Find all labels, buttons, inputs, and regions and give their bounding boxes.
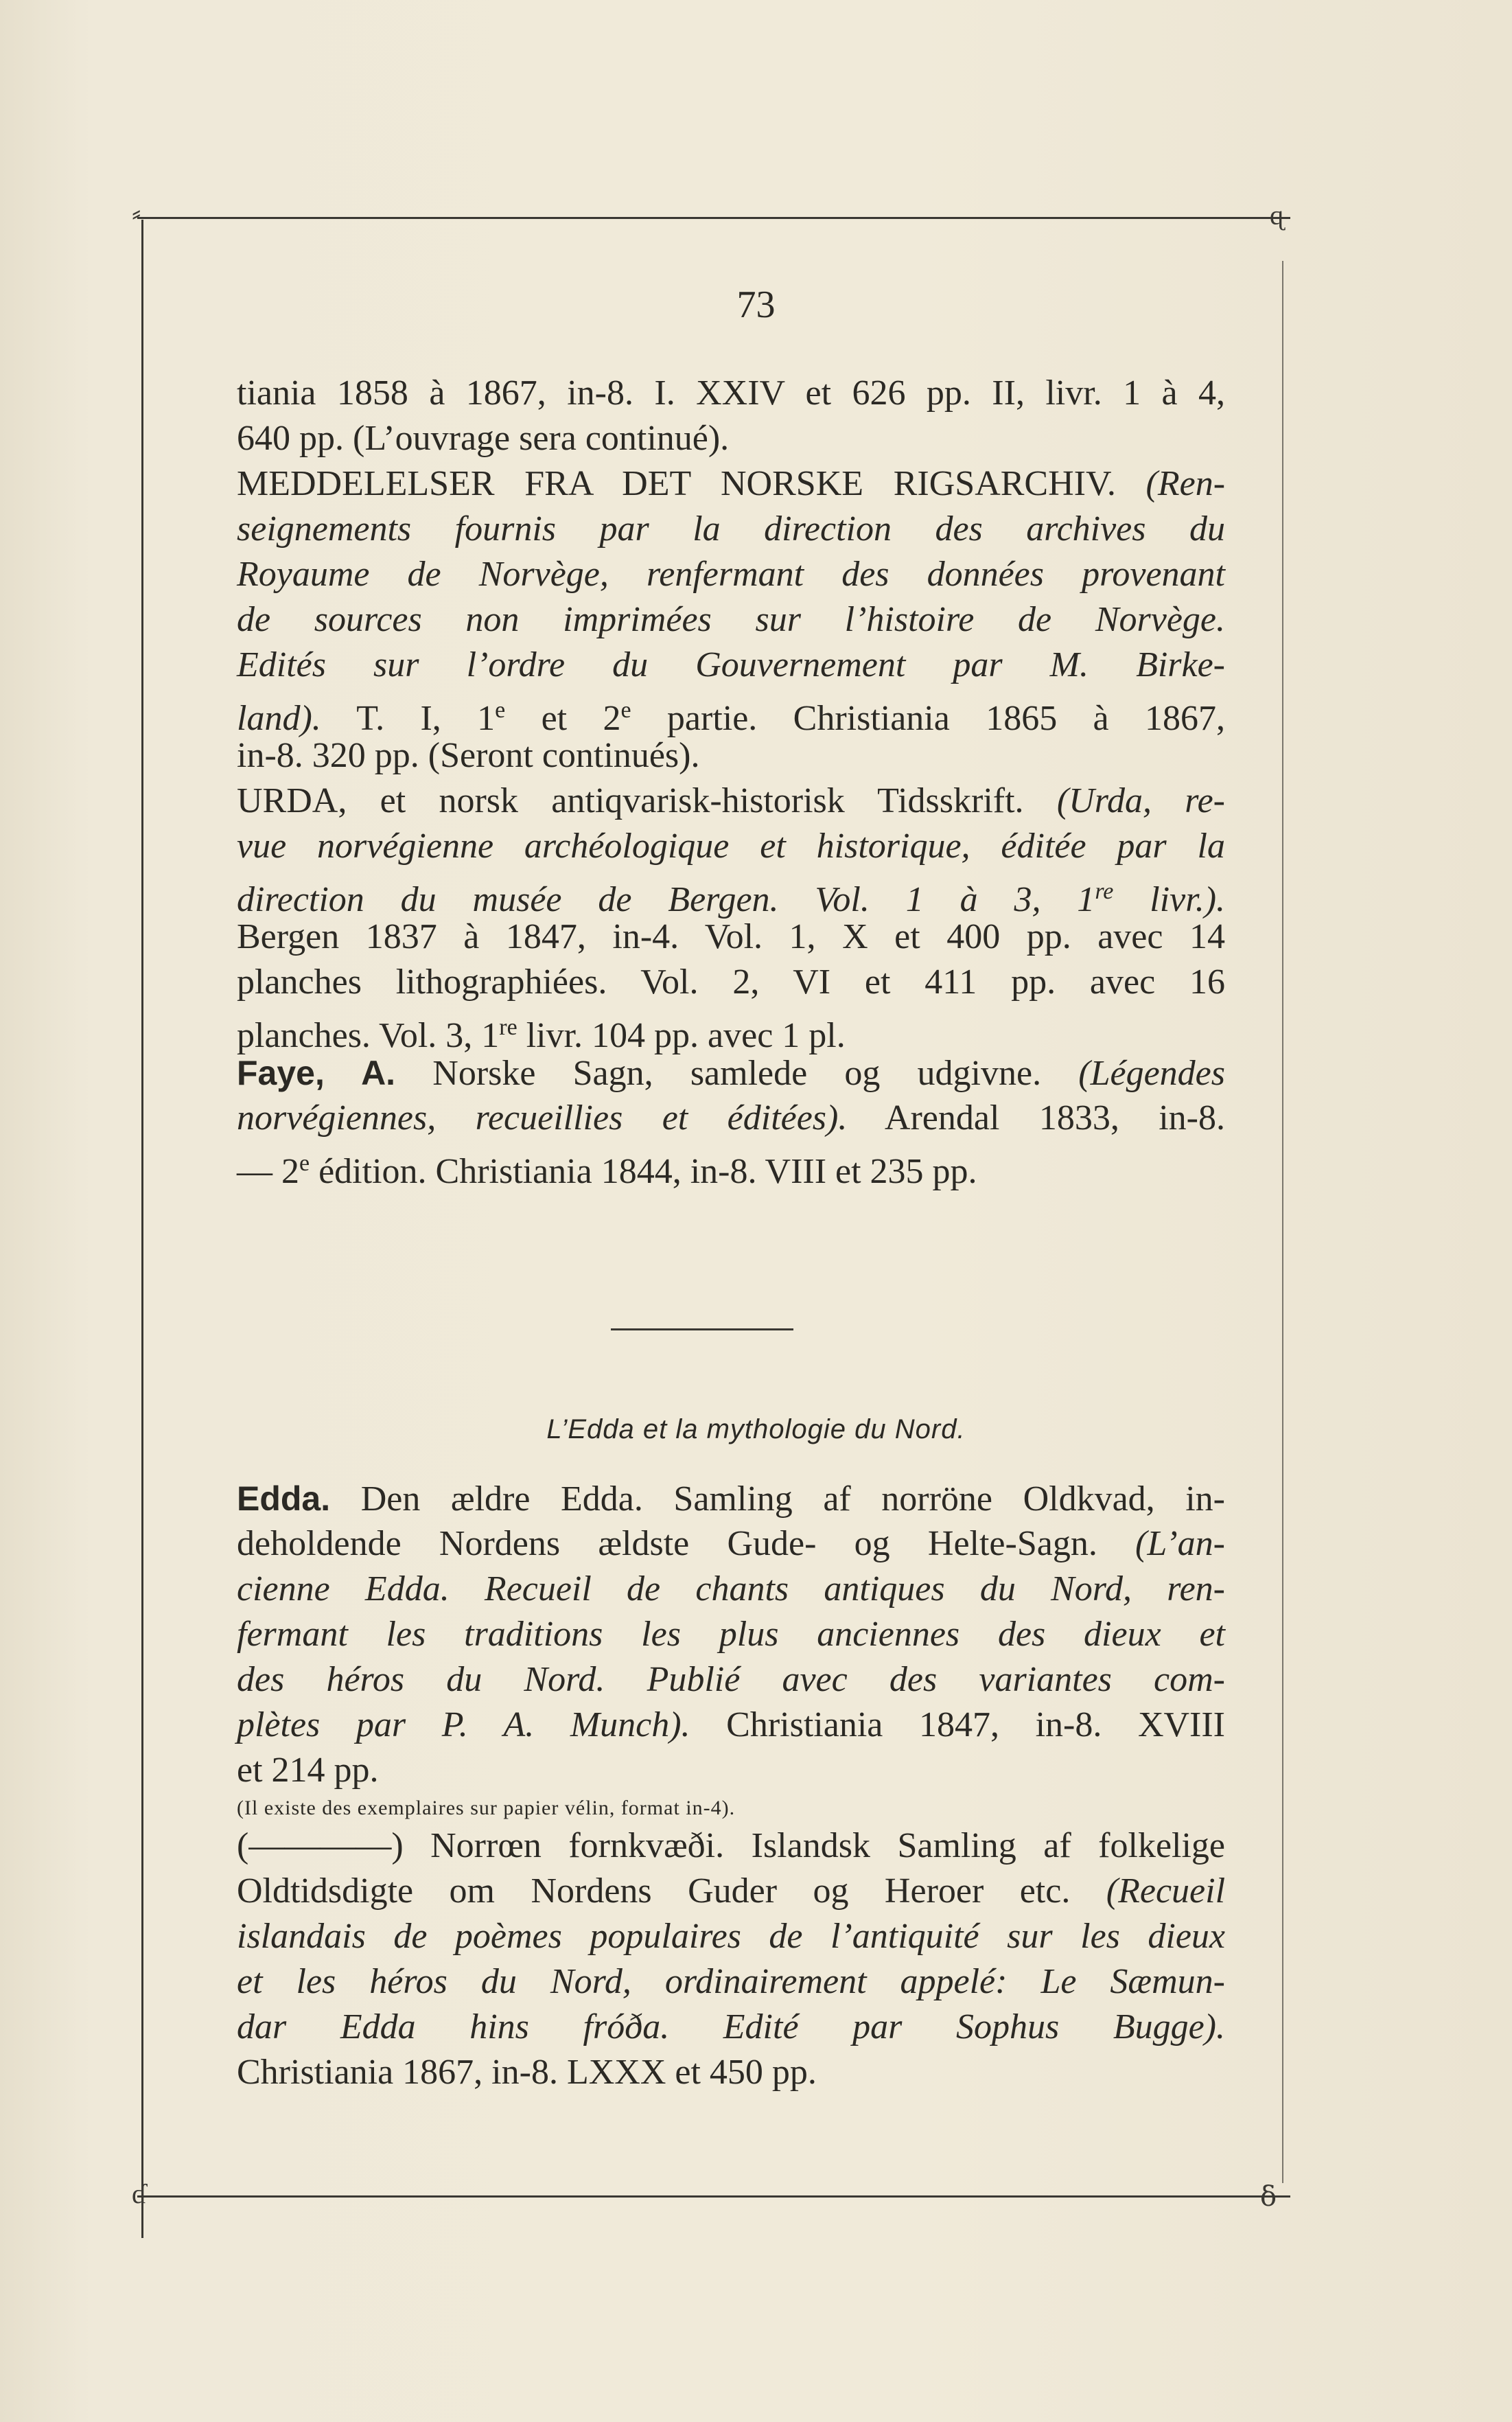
- text-line: land). T. I, 1e et 2e partie. Christiania 1865 à 1867,: [237, 697, 1225, 738]
- text-line: seignements fournis par la direction des archives du: [237, 509, 1225, 549]
- frame-top-rule: [137, 217, 1290, 219]
- text-line: — 2e édition. Christiania 1844, in-8. VIII et 235 pp.: [237, 1151, 977, 1191]
- text-line: Bergen 1837 à 1847, in-4. Vol. 1, X et 400 pp. avec 14: [237, 917, 1225, 956]
- entry-head: MEDDELELSER FRA DET NORSKE RIGSARCHIV.: [237, 464, 1116, 503]
- page-number: 73: [736, 284, 776, 326]
- text-line: 640 pp. (L’ouvrage sera continué).: [237, 419, 730, 458]
- corner-ornament-bottom-right: ẟ: [1260, 2181, 1277, 2212]
- frame-right-rule: [1282, 261, 1283, 2183]
- text-line: cienne Edda. Recueil de chants antiques du Nord, ren-: [237, 1569, 1225, 1608]
- section-divider: [611, 1328, 793, 1330]
- corner-ornament-top-left: ⸗: [132, 197, 141, 228]
- text-line: Christiania 1867, in-8. LXXX et 450 pp.: [237, 2053, 817, 2092]
- text-line: planches. Vol. 3, 1re livr. 104 pp. avec 1 pl.: [237, 1015, 846, 1055]
- frame-bottom-rule: [137, 2195, 1290, 2198]
- frame-left-rule: [141, 220, 143, 2238]
- entry-edda: Edda. Den ældre Edda. Samling af norröne Oldkvad, in-: [237, 1479, 1225, 1519]
- text-line: in-8. 320 pp. (Seront continués).: [237, 736, 700, 775]
- text-line: planches lithographiées. Vol. 2, VI et 411 pp. avec 16: [237, 962, 1225, 1002]
- text-line: islandais de poèmes populaires de l’antiquité sur les dieux: [237, 1917, 1225, 1956]
- entry-urda: URDA, et norsk antiqvarisk-historisk Tidsskrift. (Urda, re-: [237, 781, 1225, 820]
- text-line: tiania 1858 à 1867, in-8. I. XXIV et 626 pp. II, livr. 1 à 4,: [237, 373, 1225, 413]
- text-line: des héros du Nord. Publié avec des variantes com-: [237, 1660, 1225, 1699]
- entry-faye: Faye, A. Norske Sagn, samlede og udgivne. (Légendes: [237, 1054, 1225, 1093]
- entries-upper: [237, 371, 1226, 1191]
- text-line: plètes par P. A. Munch). Christiania 1847, in-8. XVIII: [237, 1705, 1225, 1744]
- text-line: direction du musée de Bergen. Vol. 1 à 3, 1re livr.).: [237, 879, 1226, 919]
- text-line: vue norvégienne archéologique et historique, éditée par la: [237, 827, 1225, 866]
- text-line: et les héros du Nord, ordinairement appelé: Le Sæmun-: [237, 1962, 1225, 2001]
- entry-norroen: (————) Norrœn fornkvæði. Islandsk Samling af folkelige: [237, 1826, 1225, 1865]
- text-line: fermant les traditions les plus anciennes des dieux et: [237, 1615, 1225, 1654]
- author-name: Edda.: [237, 1479, 331, 1518]
- text-line: norvégiennes, recueillies et éditées). Arendal 1833, in-8.: [237, 1098, 1225, 1138]
- text-line: dar Edda hins fróða. Edité par Sophus Bugge).: [237, 2007, 1225, 2046]
- section-title: L’Edda et la mythologie du Nord.: [546, 1414, 966, 1444]
- footnote: (Il existe des exemplaires sur papier vélin, format in-4).: [237, 1797, 736, 1819]
- entry-meddelelser: MEDDELELSER FRA DET NORSKE RIGSARCHIV. (Ren-: [237, 464, 1226, 503]
- corner-ornament-bottom-left: ɗ: [132, 2178, 146, 2209]
- text-line: deholdende Nordens ældste Gude- og Helte-Sagn. (L’an-: [237, 1524, 1225, 1563]
- text-line: et 214 pp.: [237, 1751, 379, 1790]
- entries-lower: [237, 1476, 1225, 2095]
- text-line: Oldtidsdigte om Nordens Guder og Heroer etc. (Recueil: [237, 1871, 1226, 1911]
- text-line: de sources non imprimées sur l’histoire de Norvège.: [237, 600, 1225, 639]
- author-name: Faye, A.: [237, 1054, 396, 1092]
- text-line: Royaume de Norvège, renfermant des données provenant: [237, 555, 1225, 594]
- corner-ornament-top-right: ɋ: [1270, 200, 1283, 231]
- text-line: Edités sur l’ordre du Gouvernement par M. Birke-: [237, 645, 1225, 684]
